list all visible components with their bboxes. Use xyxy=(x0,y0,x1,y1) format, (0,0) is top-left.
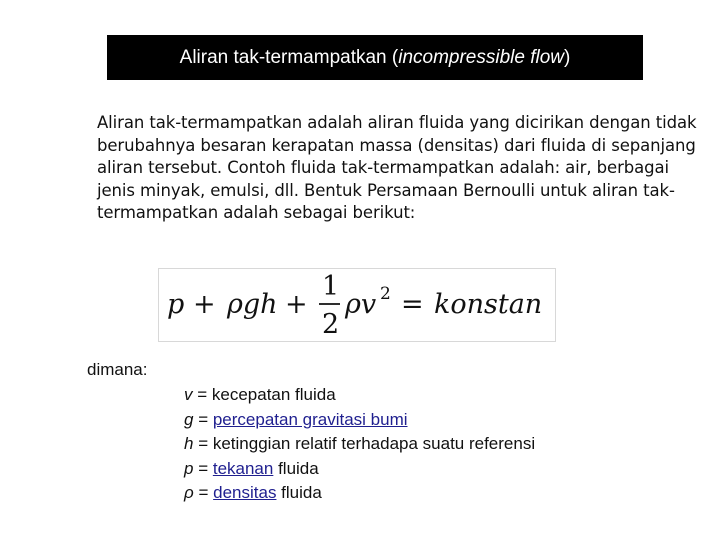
def-var: g xyxy=(184,409,194,429)
def-sep: = xyxy=(193,483,214,502)
title-close: ) xyxy=(564,46,571,68)
def-text: fluida xyxy=(273,458,319,478)
formula-p: p xyxy=(167,289,185,320)
formula-svg xyxy=(159,269,555,341)
bernoulli-formula xyxy=(158,268,556,342)
formula-konstan: konstan xyxy=(434,289,543,320)
definition-v xyxy=(184,383,535,408)
intro-paragraph: Aliran tak-termampatkan adalah aliran fluida yang dicirikan dengan tidak berubahnya besaran kerapatan massa (densitas) dari fluida di sepanjang aliran tersebut. Contoh fluida tak-termampatkan adalah: air, berbagai jenis minyak, emulsi, dll. Bentuk Persamaan Bernoulli untuk aliran tak-termampatkan adalah sebagai berikut: xyxy=(97,113,697,222)
def-var: p xyxy=(184,458,194,478)
definition-rho xyxy=(184,481,535,506)
dimana-label: dimana: xyxy=(87,360,148,379)
formula-fraction-numerator: 1 xyxy=(322,271,340,302)
title-main: Aliran tak-termampatkan ( xyxy=(179,46,399,68)
densitas-link[interactable]: densitas xyxy=(213,483,277,502)
formula-plus-2: + xyxy=(285,289,308,320)
definition-p xyxy=(184,457,535,482)
title-italic: incompressible flow xyxy=(398,46,565,68)
slide-title xyxy=(107,35,643,80)
def-sep: = xyxy=(193,434,213,453)
def-var: ρ xyxy=(184,483,194,502)
definitions-list xyxy=(184,383,535,506)
formula-rho-v: ρv xyxy=(345,289,377,320)
def-text: ketinggian relatif terhadapa suatu referensi xyxy=(212,434,536,453)
def-var: v xyxy=(184,385,193,404)
definition-h xyxy=(184,432,535,457)
definition-g xyxy=(184,408,535,433)
formula-fraction-denominator: 2 xyxy=(322,309,340,340)
gravitasi-link[interactable]: percepatan gravitasi bumi xyxy=(212,409,408,429)
def-text: fluida xyxy=(276,483,322,502)
tekanan-link[interactable]: tekanan xyxy=(212,458,274,478)
formula-plus-1: + xyxy=(193,289,216,320)
def-sep: = xyxy=(193,409,213,429)
def-sep: = xyxy=(193,458,213,478)
def-var: h xyxy=(184,434,194,453)
def-text: kecepatan fluida xyxy=(211,385,336,404)
formula-exponent: 2 xyxy=(380,284,391,304)
formula-equals: = xyxy=(401,289,424,320)
formula-rho-g-h: ρgh xyxy=(227,289,278,320)
def-sep: = xyxy=(192,385,212,404)
